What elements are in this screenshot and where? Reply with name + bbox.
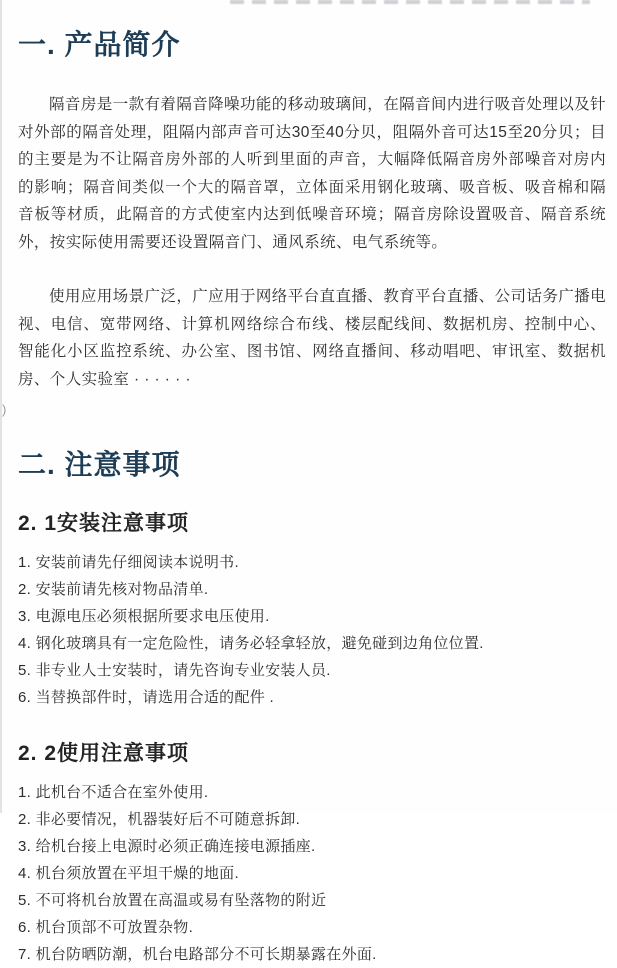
usage-precaution-list xyxy=(18,779,603,968)
install-precaution-list xyxy=(18,549,603,711)
cropped-text-remnant xyxy=(230,0,590,4)
list-item: 2. 安装前请先核对物品清单. xyxy=(18,581,209,598)
list-item: 1. 安装前请先仔细阅读本说明书. xyxy=(18,554,239,571)
page-content xyxy=(2,0,617,968)
product-intro-paragraph-2: 使用应用场景广泛，广应用于网络平台直直播、教育平台直播、公司话务广播电视、电信、宽带网络、计算机网络综合布线、楼层配线间、数据机房、控制中心、智能化小区监控系统、办公室、图书馆、网络直播间、移动唱吧、审讯室、数据机房、个人实验室 · · · · · · xyxy=(18,288,606,388)
list-item: 2. 非必要情况，机器装好后不可随意拆卸. xyxy=(18,811,301,828)
product-intro-paragraph-1: 隔音房是一款有着隔音降噪功能的移动玻璃间，在隔音间内进行吸音处理以及针对外部的隔音处理，阻隔内部声音可达30至40分贝，阻隔外音可达15至20分贝；目的主要是为不让隔音房外部的人听到里面的声音，大幅降低隔音房外部噪音对房内的影响；隔音间类似一个大的隔音罩，立体面采用钢化玻璃、吸音板、吸音棉和隔音板等材质，此隔音的方式使室内达到低噪音环境；隔音房除设置吸音、隔音系统外，按实际使用需要还设置隔音门、通风系统、电气系统等。 xyxy=(18,96,606,251)
list-item: 5. 非专业人士安装时，请先咨询专业安装人员. xyxy=(18,662,331,679)
list-item: 4. 钢化玻璃具有一定危险性，请务必轻拿轻放，避免碰到边角位位置. xyxy=(18,635,484,652)
section-title-product-intro: 一. 产品简介 xyxy=(18,29,181,60)
subsection-title-usage-precautions: 2. 2使用注意事项 xyxy=(18,742,190,765)
section-title-precautions: 二. 注意事项 xyxy=(18,449,181,480)
list-item: 1. 此机台不适合在室外使用. xyxy=(18,784,209,801)
list-item: 6. 机台顶部不可放置杂物. xyxy=(18,919,194,936)
list-item: 6. 当替换部件时，请选用合适的配件 . xyxy=(18,689,275,706)
list-item: 5. 不可将机台放置在高温或易有坠落物的附近 xyxy=(18,892,327,909)
scan-artifact-mark: ) xyxy=(2,402,7,417)
list-item: 3. 给机台接上电源时必须正确连接电源插座. xyxy=(18,838,316,855)
subsection-title-install-precautions: 2. 1安装注意事项 xyxy=(18,512,190,535)
list-item: 7. 机台防晒防潮，机台电路部分不可长期暴露在外面. xyxy=(18,946,377,963)
list-item: 3. 电源电压必须根据所要求电压使用. xyxy=(18,608,270,625)
list-item: 4. 机台须放置在平坦干燥的地面. xyxy=(18,865,239,882)
